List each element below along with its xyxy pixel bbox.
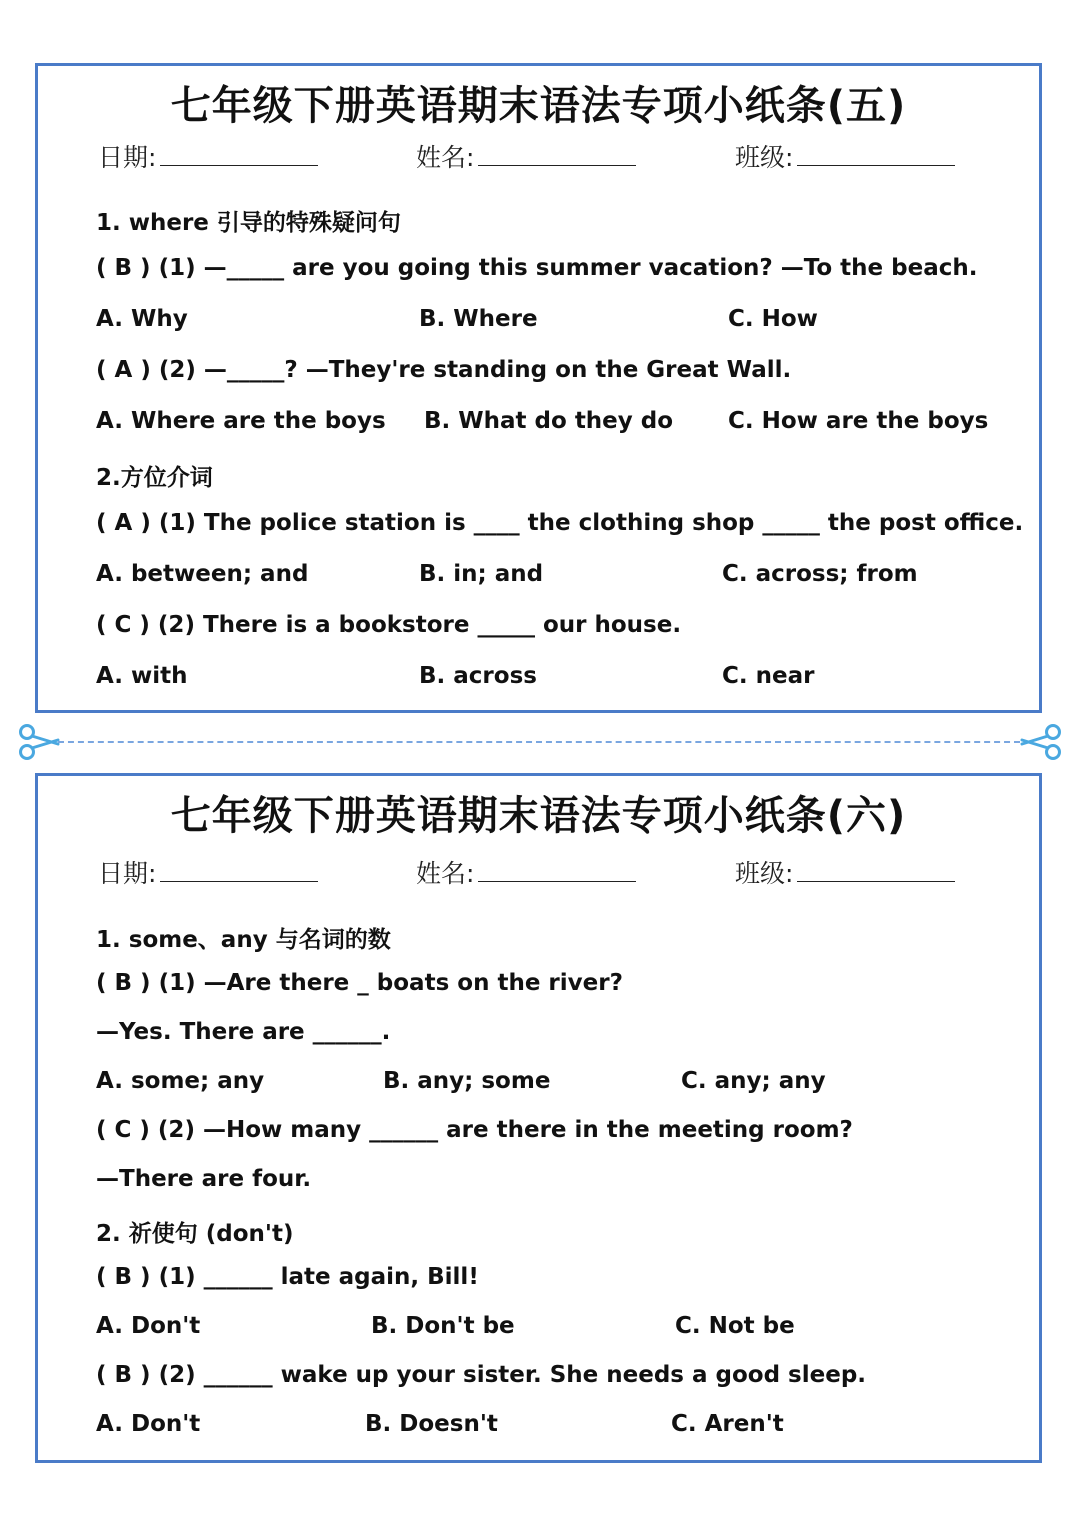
answer-line: —There are four. (96, 1166, 312, 1192)
question-line: ( B ) (2) ______ wake up your sister. She needs a good sleep. (96, 1362, 867, 1388)
option-b: B. across (419, 663, 537, 689)
name-blank[interactable] (478, 143, 636, 166)
section-heading: 1. where 引导的特殊疑问句 (96, 210, 401, 236)
card-title: 七年级下册英语期末语法专项小纸条(六) (170, 793, 907, 839)
date-label: 日期: (98, 143, 157, 172)
class-label: 班级: (735, 143, 794, 172)
option-b: B. What do they do (424, 408, 674, 434)
section-heading: 2.方位介词 (96, 465, 213, 491)
card-title: 七年级下册英语期末语法专项小纸条(五) (170, 83, 907, 129)
worksheet-card-5 (35, 63, 1042, 713)
name-field (416, 854, 636, 890)
option-b: B. Don't be (371, 1313, 515, 1339)
option-a: A. some; any (96, 1068, 265, 1094)
option-a: A. Why (96, 306, 188, 332)
class-field (735, 854, 955, 890)
name-blank[interactable] (478, 859, 636, 882)
option-b: B. Where (419, 306, 538, 332)
option-b: B. any; some (383, 1068, 551, 1094)
class-blank[interactable] (797, 859, 955, 882)
name-label: 姓名: (416, 859, 475, 888)
option-c: C. Not be (675, 1313, 795, 1339)
option-c: C. How are the boys (728, 408, 989, 434)
scissors-icon (1018, 720, 1062, 764)
option-a: A. Where are the boys (96, 408, 386, 434)
option-c: C. near (722, 663, 815, 689)
class-label: 班级: (735, 859, 794, 888)
name-label: 姓名: (416, 143, 475, 172)
date-label: 日期: (98, 859, 157, 888)
question-line: ( B ) (1) ______ late again, Bill! (96, 1264, 479, 1290)
question-line: ( A ) (1) The police station is ____ the clothing shop _____ the post office. (96, 510, 1024, 536)
option-c: C. How (728, 306, 818, 332)
option-a: A. between; and (96, 561, 309, 587)
date-blank[interactable] (160, 143, 318, 166)
cut-line (58, 741, 1020, 743)
question-line: ( B ) (1) —_____ are you going this summer vacation? —To the beach. (96, 255, 978, 281)
option-b: B. in; and (419, 561, 544, 587)
option-c: C. across; from (722, 561, 918, 587)
option-c: C. Aren't (671, 1411, 784, 1437)
option-a: A. with (96, 663, 188, 689)
name-field (416, 138, 636, 174)
question-line: ( C ) (2) —How many ______ are there in the meeting room? (96, 1117, 853, 1143)
scissors-icon (18, 720, 62, 764)
option-c: C. any; any (681, 1068, 826, 1094)
date-blank[interactable] (160, 859, 318, 882)
class-field (735, 138, 955, 174)
question-line: ( C ) (2) There is a bookstore _____ our house. (96, 612, 682, 638)
section-heading: 2. 祈使句 (don't) (96, 1221, 294, 1247)
answer-line: —Yes. There are ______. (96, 1019, 391, 1045)
date-field (98, 854, 318, 890)
date-field (98, 138, 318, 174)
option-b: B. Doesn't (365, 1411, 498, 1437)
question-line: ( B ) (1) —Are there _ boats on the river? (96, 970, 623, 996)
option-a: A. Don't (96, 1313, 201, 1339)
question-line: ( A ) (2) —_____? —They're standing on the Great Wall. (96, 357, 792, 383)
option-a: A. Don't (96, 1411, 201, 1437)
worksheet-card-6 (35, 773, 1042, 1463)
section-heading: 1. some、any 与名词的数 (96, 927, 391, 953)
class-blank[interactable] (797, 143, 955, 166)
